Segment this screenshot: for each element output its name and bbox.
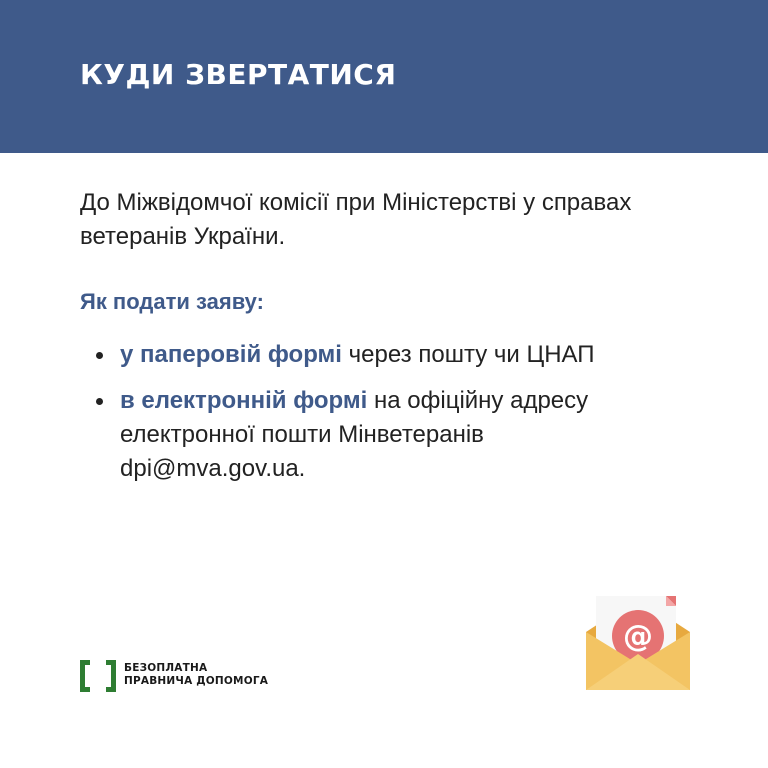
- logo-line-1: БЕЗОПЛАТНА: [124, 662, 208, 674]
- method-highlight: у паперовій формі: [120, 341, 342, 368]
- svg-text:@: @: [623, 619, 653, 654]
- bracket-logo-icon: [78, 658, 118, 694]
- logo-text: [124, 662, 268, 688]
- page-title: КУДИ ЗВЕРТАТИСЯ: [80, 58, 397, 91]
- list-item: [96, 338, 656, 372]
- how-to-apply-heading: Як подати заяву:: [80, 289, 264, 314]
- bullet-icon: [96, 398, 103, 405]
- email-envelope-icon: [582, 592, 694, 694]
- method-description: на офіційну адресу електронної пошти Мінветеранів dpi@mva.gov.ua.: [120, 387, 589, 482]
- list-item: [96, 384, 656, 486]
- bullet-icon: [96, 352, 103, 359]
- intro-text: До Міжвідомчої комісії при Міністерстві у справах ветеранів України.: [80, 189, 632, 250]
- organization-logo: [78, 658, 278, 694]
- header-banner: [0, 0, 768, 153]
- submission-methods-list: [96, 338, 656, 498]
- method-description: через пошту чи ЦНАП: [341, 341, 595, 368]
- logo-line-2: ПРАВНИЧА ДОПОМОГА: [124, 675, 269, 687]
- method-highlight: в електронній формі: [120, 387, 368, 414]
